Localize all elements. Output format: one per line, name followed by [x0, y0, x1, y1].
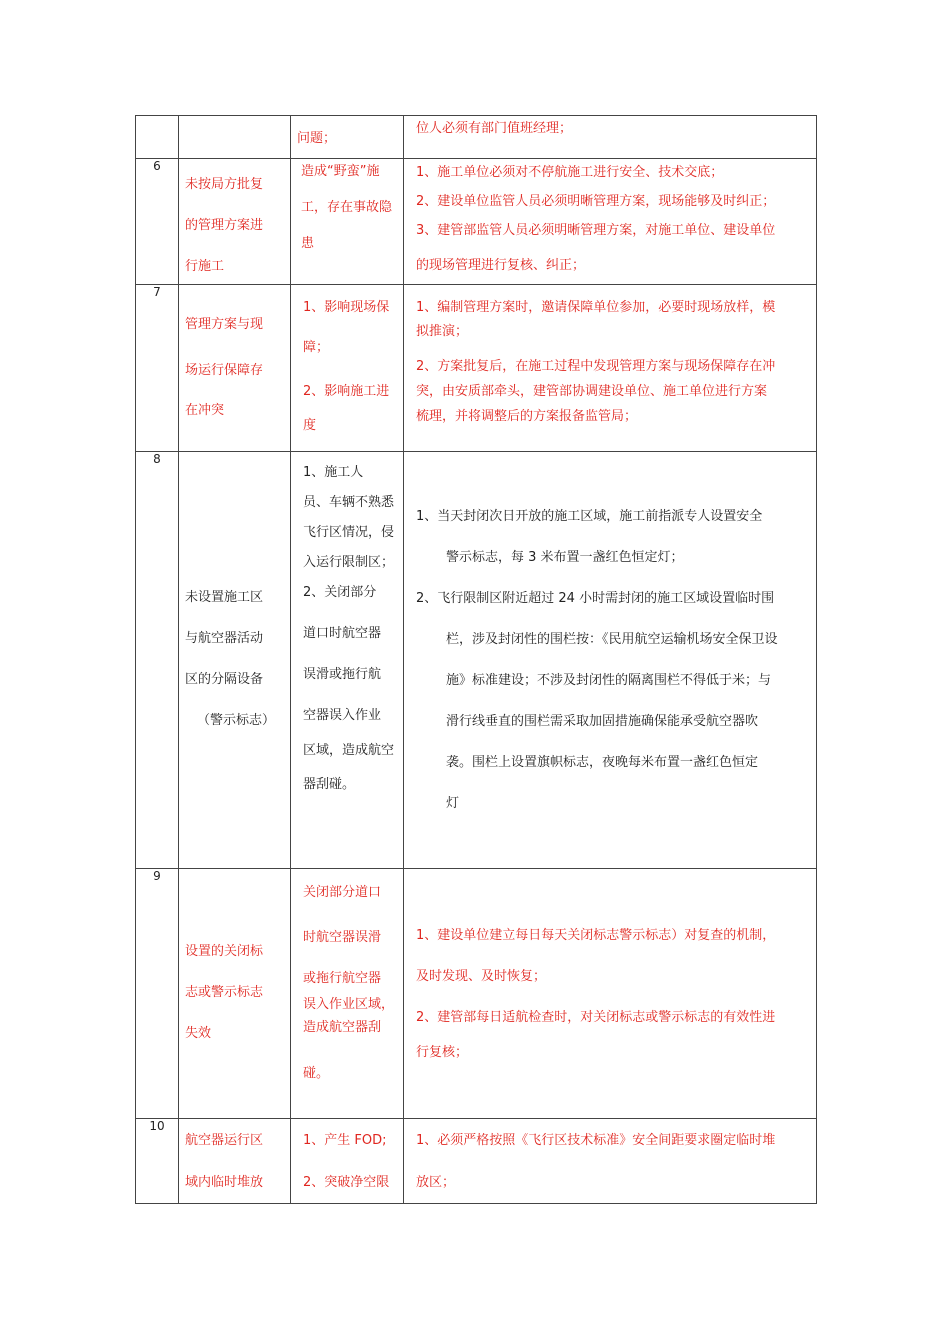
table-row: [136, 1119, 817, 1204]
issue-line: 场运行保障存: [185, 363, 264, 378]
table-row: [136, 285, 817, 452]
measure-line: 栏，涉及封闭性的围栏按：《民用航空运输机场安全保卫设: [446, 632, 778, 647]
row-number: 9: [136, 869, 179, 1119]
risk-line: 误滑或拖行航: [303, 667, 382, 682]
measure-line: 行复核；: [416, 1045, 469, 1060]
issue-line: 航空器运行区: [185, 1133, 264, 1148]
issue-line: 设置的关闭标: [185, 944, 264, 959]
risk-cell: [291, 1119, 404, 1204]
measure-line: 放区；: [416, 1175, 456, 1190]
row-number: 7: [136, 285, 179, 452]
risk-control-table: [135, 115, 817, 1204]
issue-cell: [179, 869, 291, 1119]
risk-cell: [291, 159, 404, 285]
risk-line: 患: [301, 236, 315, 251]
risk-line: 问题；: [297, 131, 337, 146]
issue-cell: [179, 116, 291, 159]
issue-line: 志或警示标志: [185, 985, 264, 1000]
risk-line: 员、车辆不熟悉: [303, 495, 395, 510]
measure-line: 1、当天封闭次日开放的施工区域，施工前指派专人设置安全: [416, 509, 763, 524]
measure-line: 位人必须有部门值班经理；: [416, 121, 573, 136]
measure-line: 滑行线垂直的围栏需采取加固措施确保能承受航空器吹: [446, 714, 759, 729]
row-number: 6: [136, 159, 179, 285]
issue-line: 域内临时堆放: [185, 1175, 264, 1190]
measure-line: 2、建设单位监管人员必须明晰管理方案，现场能够及时纠正；: [416, 194, 776, 209]
risk-line: 或拖行航空器: [303, 971, 382, 986]
measure-line: 的现场管理进行复核、纠正；: [416, 258, 586, 273]
risk-line: 1、产生 FOD;: [303, 1133, 387, 1148]
measure-line: 突，由安质部牵头，建管部协调建设单位、施工单位进行方案: [416, 384, 768, 399]
risk-cell: [291, 285, 404, 452]
risk-line: 造成“野蛮”施: [301, 164, 380, 179]
risk-line: 时航空器误滑: [303, 930, 382, 945]
measure-line: 2、方案批复后，在施工过程中发现管理方案与现场保障存在冲: [416, 359, 776, 374]
issue-cell: [179, 285, 291, 452]
row-number: [136, 116, 179, 159]
issue-cell: [179, 452, 291, 869]
risk-line: 2、突破净空限: [303, 1175, 390, 1190]
measure-line: 警示标志，每 3 米布置一盏红色恒定灯；: [446, 550, 684, 565]
risk-line: 1、施工人: [303, 465, 364, 480]
risk-line: 工，存在事故隐: [301, 200, 393, 215]
measure-line: 1、必须严格按照《飞行区技术标准》安全间距要求圈定临时堆: [416, 1133, 776, 1148]
risk-cell: [291, 452, 404, 869]
risk-line: 度: [303, 418, 317, 433]
risk-line: 2、关闭部分: [303, 585, 377, 600]
issue-line: 行施工: [185, 259, 225, 274]
measure-line: 施》标准建设；不涉及封闭性的隔离围栏不得低于米；与: [446, 673, 772, 688]
issue-cell: [179, 159, 291, 285]
risk-line: 关闭部分道口: [303, 885, 382, 900]
measure-line: 袭。围栏上设置旗帜标志，夜晚每米布置一盏红色恒定: [446, 755, 759, 770]
table-row: [136, 452, 817, 869]
row-number: 8: [136, 452, 179, 869]
table-row: [136, 159, 817, 285]
measure-line: 3、建管部监管人员必须明晰管理方案，对施工单位、建设单位: [416, 223, 776, 238]
issue-line: 未设置施工区: [185, 590, 264, 605]
issue-line: 的管理方案进: [185, 218, 264, 233]
measure-line: 灯: [446, 796, 460, 811]
risk-cell: [291, 869, 404, 1119]
risk-line: 器刮碰。: [303, 777, 356, 792]
risk-line: 1、影响现场保: [303, 300, 390, 315]
table-row: [136, 869, 817, 1119]
risk-line: 道口时航空器: [303, 626, 382, 641]
measure-line: 1、建设单位建立每日每天关闭标志警示标志）对复查的机制，: [416, 928, 776, 943]
issue-line: 失效: [185, 1026, 212, 1041]
measures-cell: [404, 1119, 817, 1204]
issue-line: 在冲突: [185, 403, 225, 418]
risk-line: 障；: [303, 340, 330, 355]
risk-line: 飞行区情况，侵: [303, 525, 395, 540]
measures-cell: [404, 452, 817, 869]
risk-line: 碰。: [303, 1066, 330, 1081]
measure-line: 拟推演；: [416, 324, 469, 339]
measure-line: 1、编制管理方案时，邀请保障单位参加，必要时现场放样，模: [416, 300, 776, 315]
risk-line: 造成航空器刮: [303, 1020, 382, 1035]
table-row: [136, 116, 817, 159]
risk-line: 入运行限制区；: [303, 555, 395, 570]
issue-line: 与航空器活动: [185, 631, 264, 646]
row-number: 10: [136, 1119, 179, 1204]
risk-line: 区域，造成航空: [303, 743, 395, 758]
risk-cell: [291, 116, 404, 159]
issue-line: 管理方案与现: [185, 317, 264, 332]
measure-line: 2、飞行限制区附近超过 24 小时需封闭的施工区域设置临时围: [416, 591, 775, 606]
measure-line: 1、施工单位必须对不停航施工进行安全、技术交底；: [416, 165, 724, 180]
measure-line: 梳理，并将调整后的方案报备监管局；: [416, 409, 638, 424]
issue-line: 未按局方批复: [185, 177, 264, 192]
risk-line: 空器误入作业: [303, 708, 382, 723]
measures-cell: [404, 159, 817, 285]
issue-line: （警示标志）: [197, 713, 276, 728]
issue-cell: [179, 1119, 291, 1204]
measures-cell: [404, 869, 817, 1119]
measures-cell: [404, 116, 817, 159]
measure-line: 及时发现、及时恢复；: [416, 969, 547, 984]
measure-line: 2、建管部每日适航检查时，对关闭标志或警示标志的有效性进: [416, 1010, 776, 1025]
risk-line: 2、影响施工进: [303, 384, 390, 399]
issue-line: 区的分隔设备: [185, 672, 264, 687]
measures-cell: [404, 285, 817, 452]
risk-line: 误入作业区域，: [303, 997, 395, 1012]
